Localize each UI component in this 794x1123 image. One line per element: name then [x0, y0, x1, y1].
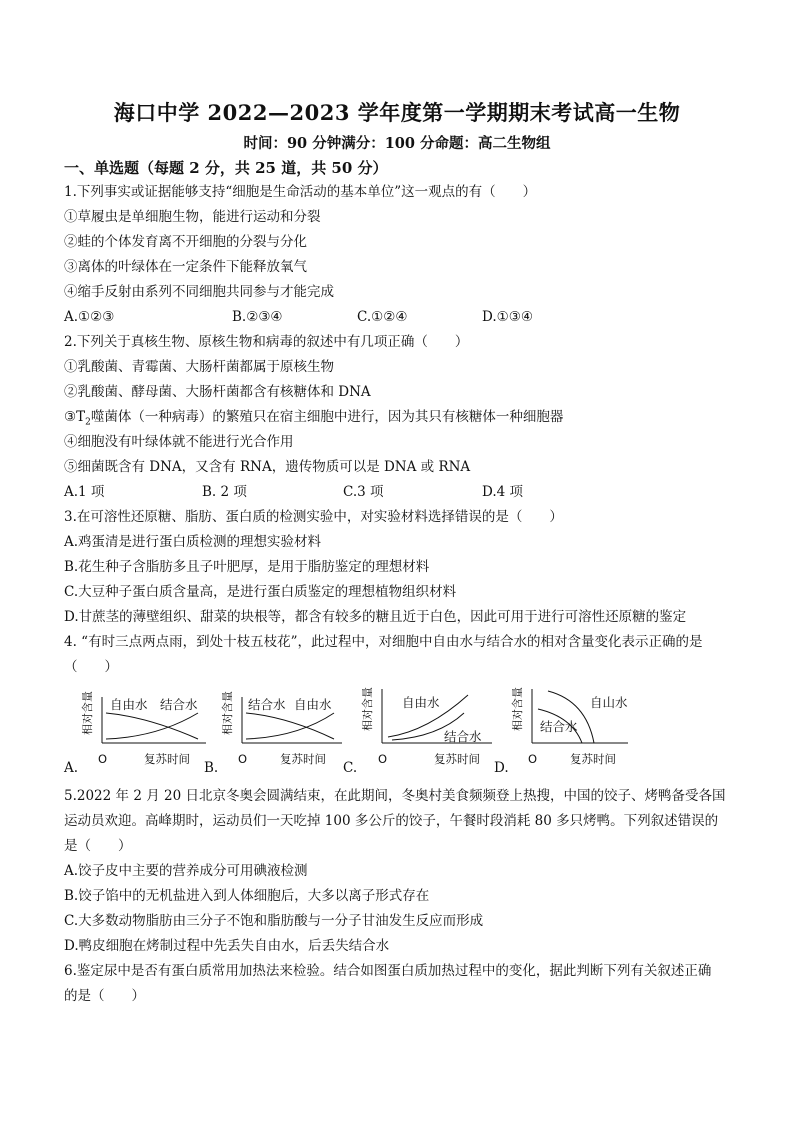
q2-item: ②乳酸菌、酵母菌、大肠杆菌都含有核糖体和 DNA [64, 384, 371, 400]
q4-stem-blank: （ ） [64, 659, 118, 675]
curve-increasing [106, 713, 198, 739]
curve-label-2: 结合水 [540, 719, 578, 734]
q1-item: ①草履虫是单细胞生物，能进行运动和分裂 [64, 209, 321, 225]
q4-graph-d [508, 687, 658, 773]
q5-option-b: B.饺子馅中的无机盐进入到人体细胞后，大多以离子形式存在 [64, 888, 430, 904]
y-axis-label: 相对含量 [511, 687, 524, 731]
q6-stem: 6.鉴定尿中是否有蛋白质常用加热法来检验。结合如图蛋白质加热过程中的变化，据此判断下列有关叙述正确 [64, 963, 712, 979]
q1-item: ④缩手反射由系列不同细胞共同参与才能完成 [64, 284, 334, 300]
q2-option-b: B. 2 项 [202, 484, 247, 500]
q3-option-a: A.鸡蛋清是进行蛋白质检测的理想实验材料 [64, 534, 322, 550]
origin-label: O [238, 752, 248, 766]
q6-stem-end: 的是（ ） [64, 988, 145, 1004]
curve-label-1: 自由水 [402, 695, 440, 710]
q3-option-c: C.大豆种子蛋白质含量高，是进行蛋白质鉴定的理想植物组织材料 [64, 584, 457, 600]
q3-option-b: B.花生种子含脂肪多且子叶肥厚，是用于脂肪鉴定的理想材料 [64, 559, 430, 575]
x-axis-label: 复苏时间 [434, 752, 480, 766]
origin-label: O [528, 752, 538, 766]
q4-option-b-letter: B. [204, 760, 219, 776]
q2-item-prefix: ③T [64, 409, 86, 425]
q4-option-d-letter: D. [494, 760, 509, 776]
q4-option-a-letter: A. [64, 760, 79, 776]
q5-option-a: A.饺子皮中主要的营养成分可用碘液检测 [64, 863, 308, 879]
curve-label-1: 自由水 [110, 697, 148, 712]
q5-stem-cont: 运动员欢迎。高峰期时，运动员们一天吃掉 100 多公斤的饺子，午餐时段消耗 80 多只烤鸭。下列叙述错误的 [64, 813, 719, 829]
curve-increasing [246, 713, 334, 739]
q2-item-rest: 噬菌体（一种病毒）的繁殖只在宿主细胞中进行，因为其只有核糖体一种细胞器 [90, 409, 564, 425]
q5-stem-end: 是（ ） [64, 838, 132, 854]
curve-free-water [548, 691, 594, 743]
q4-stem: 4. “有时三点两点雨，到处十枝五枝花”，此过程中，对细胞中自由水与结合水的相对含量变化表示正确的是 [64, 634, 703, 650]
y-axis-label: 相对含量 [81, 691, 94, 735]
q1-item: ②蛙的个体发育离不开细胞的分裂与分化 [64, 234, 307, 250]
origin-label: O [98, 752, 108, 766]
q2-item: ⑤细菌既含有 DNA，又含有 RNA，遗传物质可以是 DNA 或 RNA [64, 459, 471, 475]
q5-option-c: C.大多数动物脂肪由三分子不饱和脂肪酸与一分子甘油发生反应而形成 [64, 913, 484, 929]
q1-option-a: A.①②③ [64, 309, 115, 325]
x-axis-label: 复苏时间 [144, 752, 190, 766]
q2-item: ④细胞没有叶绿体就不能进行光合作用 [64, 434, 294, 450]
exam-title: 海口中学 2022—2023 学年度第一学期期末考试高一生物 [113, 100, 681, 125]
curve-decreasing [106, 713, 198, 739]
y-axis-label: 相对含量 [221, 691, 234, 735]
q2-subscript: 2 [85, 417, 91, 428]
q5-option-d: D.鸭皮细胞在烤制过程中先丢失自由水，后丢失结合水 [64, 938, 390, 954]
curve-label-1: 自山水 [590, 695, 628, 710]
q5-stem: 5.2022 年 2 月 20 日北京冬奥会圆满结束，在此期间，冬奥村美食频频登上热搜，中国的饺子、烤鸭备受各国 [64, 788, 726, 804]
q2-item: ①乳酸菌、青霉菌、大肠杆菌都属于原核生物 [64, 359, 334, 375]
q4-option-c-letter: C. [343, 760, 358, 776]
q2-stem: 2.下列关于真核生物、原核生物和病毒的叙述中有几项正确（ ） [64, 334, 469, 350]
x-axis-label: 复苏时间 [280, 752, 326, 766]
origin-label: O [378, 752, 388, 766]
q2-option-d: D.4 项 [482, 484, 524, 500]
q1-option-b: B.②③④ [232, 309, 283, 325]
q4-graph-c [358, 687, 508, 773]
q1-stem: 1.下列事实或证据能够支持“细胞是生命活动的基本单位”这一观点的有（ ） [64, 184, 537, 200]
x-axis-label: 复苏时间 [570, 752, 616, 766]
curve-label-1: 结合水 [248, 697, 286, 712]
section-heading: 一、单选题（每题 2 分，共 25 道，共 50 分） [64, 159, 388, 177]
q2-option-c: C.3 项 [343, 484, 384, 500]
curve-decreasing [246, 713, 334, 739]
q2-option-a: A.1 项 [64, 484, 105, 500]
curve-label-2: 自由水 [294, 697, 332, 712]
q3-stem: 3.在可溶性还原糖、脂肪、蛋白质的检测实验中，对实验材料选择错误的是（ ） [64, 509, 563, 525]
q1-option-c: C.①②④ [357, 309, 408, 325]
q1-option-d: D.①③④ [482, 309, 533, 325]
curve-label-2: 结合水 [444, 729, 482, 744]
q2-item [64, 408, 563, 432]
y-axis-label: 相对含量 [361, 687, 374, 731]
curve-label-2: 结合水 [160, 697, 198, 712]
exam-subtitle: 时间：90 分钟满分：100 分命题：高二生物组 [243, 135, 551, 152]
q3-option-d: D.甘蔗茎的薄壁组织、甜菜的块根等，都含有较多的糖且近于白色，因此可用于进行可溶性还原糖的鉴定 [64, 609, 687, 625]
q1-item: ③离体的叶绿体在一定条件下能释放氧气 [64, 259, 307, 275]
